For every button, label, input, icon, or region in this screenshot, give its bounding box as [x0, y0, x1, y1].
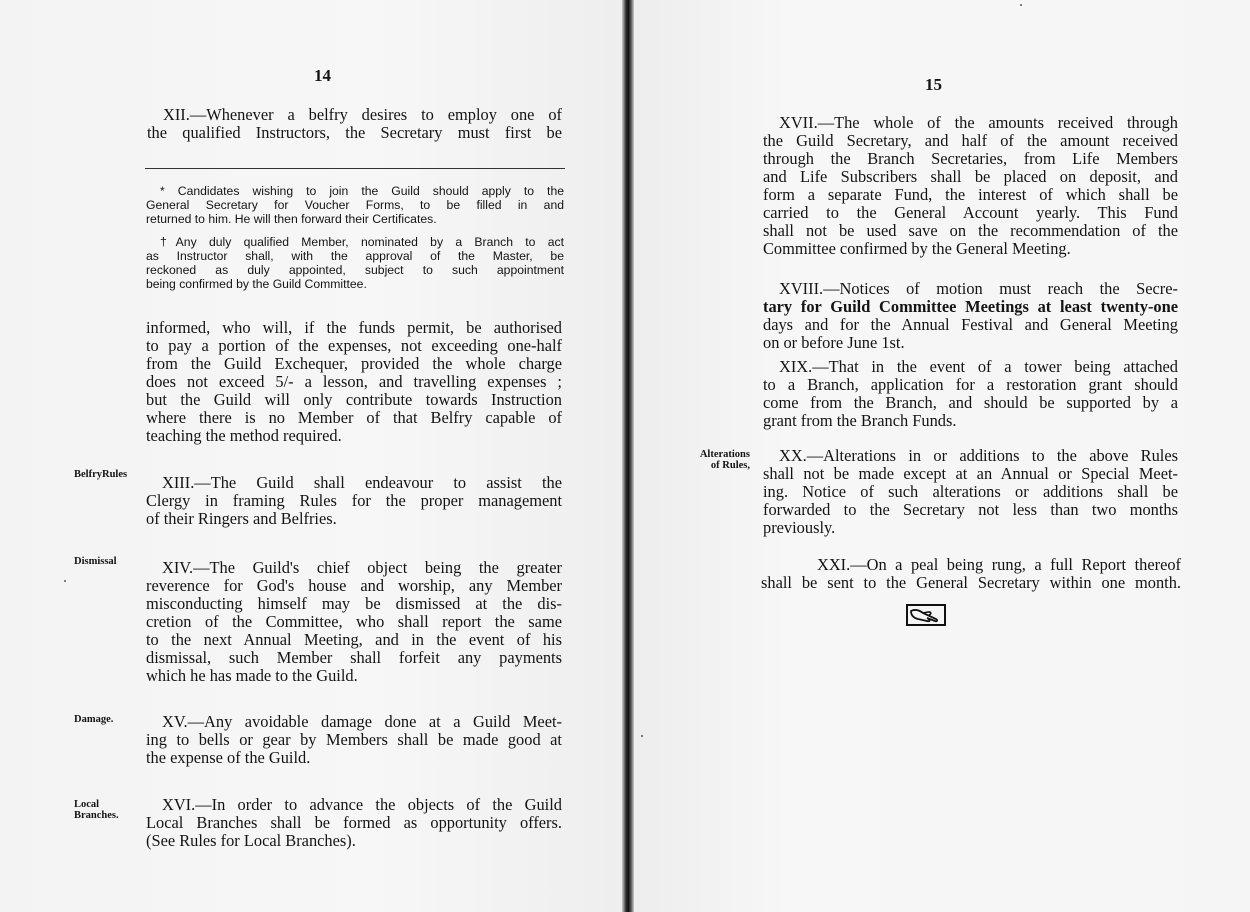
text-line: XIII.—The Guild shall endeavour to assist the — [162, 473, 562, 492]
text-line: XIX.—That in the event of a tower being attached — [779, 357, 1178, 376]
text-line: cretion of the Committee, who shall report the same — [146, 612, 562, 631]
text-line: XV.—Any avoidable damage done at a Guild Meet- — [162, 712, 562, 731]
margin-note-belfry-rules: BelfryRules — [74, 469, 128, 480]
text-line: where there is no Member of that Belfry capable of — [146, 408, 562, 427]
specks — [641, 735, 643, 737]
text-line: to the next Annual Meeting, and in the event of his — [146, 630, 562, 649]
margin-note-damage: Damage. — [74, 714, 114, 725]
footnote-line: as Instructor shall, with the approval of the Master, be — [146, 249, 564, 263]
text-line: Clergy in framing Rules for the proper management — [146, 491, 562, 510]
margin-note-dismissal: Dismissal — [74, 556, 117, 567]
footnote-line: * Candidates wishing to join the Guild should apply to the — [160, 184, 564, 198]
rule-xvii — [763, 114, 1178, 258]
rule-xii-opening — [147, 106, 562, 142]
rule-xii-continuation — [146, 319, 562, 445]
rule-xiv — [146, 559, 562, 685]
footnote-candidates — [146, 184, 564, 226]
footnote-line: reckoned as duly appointed, subject to such appointment — [146, 263, 564, 277]
text-line: days and for the Annual Festival and General Meeting — [763, 315, 1178, 334]
page-number-right: 15 — [925, 75, 942, 94]
rule-xix — [763, 358, 1178, 430]
text-line: XIV.—The Guild's chief object being the greater — [162, 558, 562, 577]
margin-note-local-branches — [74, 799, 119, 821]
text-line: dismissal, such Member shall forfeit any payments — [146, 648, 562, 667]
text-line: ing. Notice of such alterations or additions shall be — [763, 482, 1178, 501]
text-line: the qualified Instructors, the Secretary must first be — [147, 123, 562, 142]
text-line: but the Guild will only contribute towards Instruction — [146, 390, 562, 409]
text-line: tary for Guild Committee Meetings at least twenty-one — [763, 297, 1178, 316]
specks — [64, 580, 66, 582]
text-line: XVI.—In order to advance the objects of the Guild — [162, 795, 562, 814]
text-line: on or before June 1st. — [763, 333, 905, 352]
rule-xv — [146, 713, 562, 767]
text-line: come from the Branch, and should be supported by a — [763, 393, 1178, 412]
margin-note-line: Alterations — [699, 449, 750, 460]
margin-note-line: Branches. — [74, 810, 119, 821]
text-line: shall not be used save on the recommendation of the — [763, 221, 1178, 240]
text-line: the expense of the Guild. — [146, 748, 311, 767]
text-line: and Life Subscribers shall be placed on deposit, and — [763, 167, 1178, 186]
text-line: shall be sent to the General Secretary within one month. — [761, 573, 1181, 592]
text-line: the Guild Secretary, and half of the amount received — [763, 131, 1178, 150]
footnote-instructor — [146, 235, 564, 291]
text-line: ing to bells or gear by Members shall be made good at — [146, 730, 562, 749]
text-line: XX.—Alterations in or additions to the above Rules — [779, 446, 1178, 465]
footnote-line: returned to him. He will then forward their Certificates. — [146, 212, 437, 226]
text-line: carried to the General Account yearly. This Fund — [763, 203, 1178, 222]
text-line: misconducting himself may be dismissed at the dis- — [146, 594, 562, 613]
text-line: XVIII.—Notices of motion must reach the Secre- — [779, 279, 1178, 298]
text-line: grant from the Branch Funds. — [763, 411, 957, 430]
rule-xvi — [146, 796, 562, 850]
specks — [1020, 4, 1022, 6]
text-line: forwarded to the Secretary not less than two months — [763, 500, 1178, 519]
text-line: shall not be made except at an Annual or Special Meet- — [763, 464, 1178, 483]
footnote-line: General Secretary for Voucher Forms, to be filled in and — [146, 198, 564, 212]
text-line: form a separate Fund, the interest of which shall be — [763, 185, 1178, 204]
text-line: of their Ringers and Belfries. — [146, 509, 337, 528]
book-gutter — [622, 0, 634, 912]
text-line: reverence for God's house and worship, any Member — [146, 576, 562, 595]
margin-note-alterations — [692, 449, 750, 471]
text-line: which he has made to the Guild. — [146, 666, 358, 685]
text-line: previously. — [763, 518, 836, 537]
text-line: to a Branch, application for a restoration grant should — [763, 375, 1178, 394]
rule-xiii — [146, 474, 562, 528]
page-number-left: 14 — [314, 66, 331, 85]
rule-xviii — [763, 280, 1178, 352]
hand-pointing-ornament-icon — [906, 604, 946, 626]
rule-xx — [763, 447, 1178, 537]
text-line: Committee confirmed by the General Meeting. — [763, 239, 1071, 258]
text-line: XII.—Whenever a belfry desires to employ one of — [163, 105, 562, 124]
text-line: XVII.—The whole of the amounts received through — [779, 113, 1178, 132]
text-line: XXI.—On a peal being rung, a full Report thereof — [817, 555, 1181, 574]
margin-note-line: Local — [74, 799, 100, 810]
text-line: (See Rules for Local Branches). — [146, 831, 356, 850]
margin-note-line: of Rules, — [710, 460, 750, 471]
rule-xxi — [761, 556, 1181, 592]
text-line: to pay a portion of the expenses, not exceeding one-half — [146, 336, 562, 355]
footnote-line: being confirmed by the Guild Committee. — [146, 277, 367, 291]
text-line: from the Guild Exchequer, provided the whole charge — [146, 354, 562, 373]
footnote-line: †Any duly qualified Member, nominated by a Branch to act — [160, 235, 564, 249]
text-line: Local Branches shall be formed as opportunity offers. — [146, 813, 562, 832]
text-line: informed, who will, if the funds permit, be authorised — [146, 318, 562, 337]
text-line: through the Branch Secretaries, from Life Members — [763, 149, 1178, 168]
text-line: teaching the method required. — [146, 426, 342, 445]
text-line: does not exceed 5/- a lesson, and travelling expenses ; — [146, 372, 562, 391]
footnote-divider — [145, 168, 565, 169]
